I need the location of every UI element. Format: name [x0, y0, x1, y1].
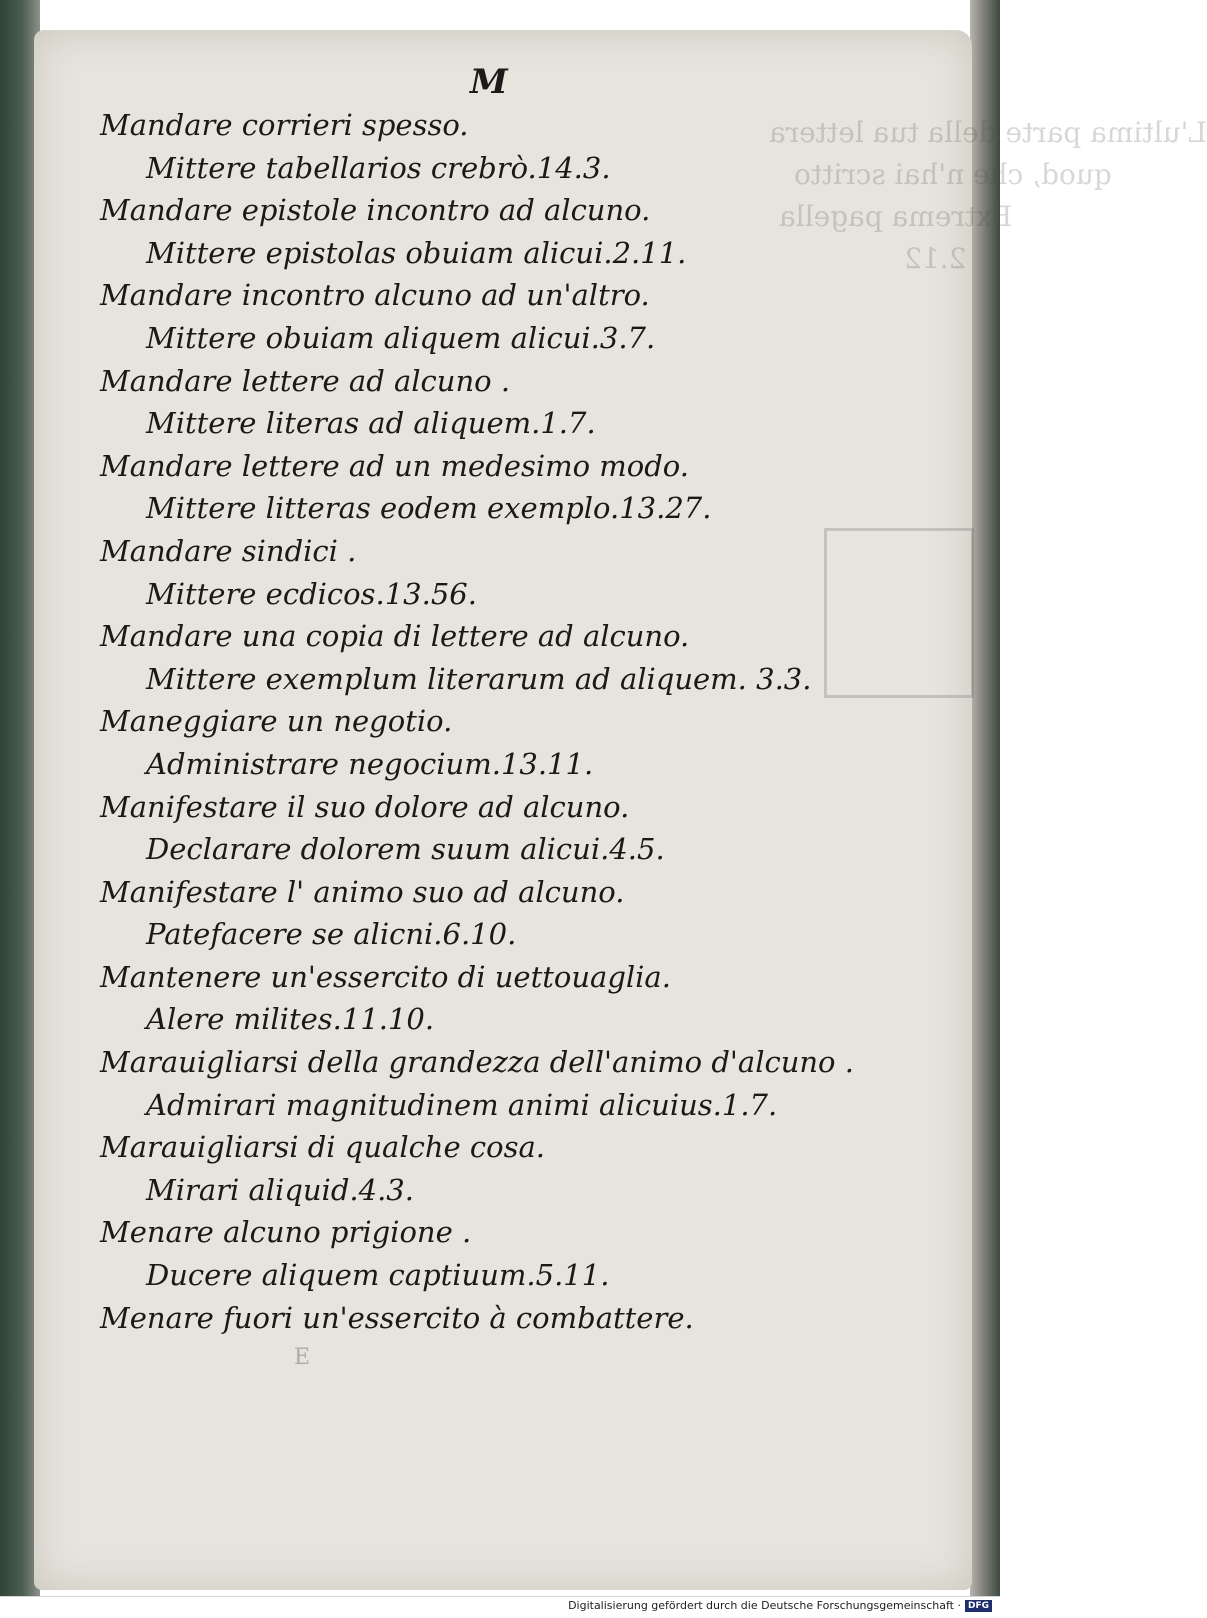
- latin-equivalent: Mirari aliquid.4.3.: [146, 1172, 414, 1207]
- dictionary-entry: [100, 615, 920, 700]
- latin-equivalent: Mittere obuiam aliquem alicui.3.7.: [146, 320, 656, 355]
- dfg-logo: DFG: [965, 1600, 992, 1612]
- italian-phrase: Mandare incontro alcuno ad un'altro.: [100, 278, 650, 313]
- latin-equivalent: Admirari magnitudinem animi alicuius.1.7.: [146, 1087, 778, 1122]
- latin-equivalent: Mittere literas ad aliquem.1.7.: [146, 406, 596, 441]
- dictionary-entry: [100, 1041, 920, 1126]
- italian-phrase: Mandare lettere ad alcuno .: [100, 363, 511, 398]
- latin-equivalent: Administrare negocium.13.11.: [146, 746, 594, 781]
- latin-equivalent: Mittere exemplum literarum ad aliquem. 3.3.: [146, 661, 812, 696]
- latin-equivalent: Ducere aliquem captiuum.5.11.: [146, 1258, 610, 1293]
- show-through-text: 2.12: [904, 242, 967, 275]
- italian-phrase: Marauigliarsi di qualche cosa.: [100, 1130, 545, 1165]
- italian-phrase: Mandare sindici .: [100, 533, 357, 568]
- dictionary-entry: [100, 871, 920, 956]
- italian-phrase: Mandare lettere ad un medesimo modo.: [100, 448, 689, 483]
- signature-mark: E: [294, 1345, 311, 1370]
- dictionary-entry: [100, 956, 920, 1041]
- italian-phrase: Mandare corrieri spesso.: [100, 108, 469, 142]
- latin-equivalent: Mittere tabellarios crebrò.14.3.: [146, 150, 611, 185]
- dictionary-entry: [100, 445, 920, 530]
- italian-phrase: Manifestare il suo dolore ad alcuno.: [100, 789, 630, 824]
- latin-equivalent: Declarare dolorem suum alicui.4.5.: [146, 832, 665, 867]
- dictionary-entries: [100, 104, 920, 1339]
- dictionary-entry: [100, 530, 920, 615]
- italian-phrase: Mantenere un'essercito di uettouaglia.: [100, 959, 671, 994]
- footer-credit: Digitalisierung gefördert durch die Deutsche Forschungsgemeinschaft ·: [568, 1599, 961, 1612]
- dictionary-entry: [100, 1297, 920, 1340]
- italian-phrase: Mandare una copia di lettere ad alcuno.: [100, 619, 690, 654]
- dictionary-entry: [100, 1211, 920, 1296]
- dictionary-entry: [100, 360, 920, 445]
- show-through-text: Extrema pagella: [779, 200, 1013, 233]
- dictionary-entry: [100, 1126, 920, 1211]
- show-through-text: quod, che n'hai scritto: [794, 158, 1112, 191]
- latin-equivalent: Alere milites.11.10.: [146, 1002, 435, 1037]
- italian-phrase: Maneggiare un negotio.: [100, 704, 453, 739]
- show-through-text: L'ultima parte della tua lettera: [769, 116, 1207, 149]
- dictionary-entry: [100, 786, 920, 871]
- dictionary-entry: [100, 104, 920, 189]
- italian-phrase: Mandare epistole incontro ad alcuno.: [100, 193, 651, 228]
- digitization-footer: [568, 1598, 992, 1614]
- italian-phrase: Menare fuori un'essercito à combattere.: [100, 1300, 694, 1335]
- italian-phrase: Manifestare l' animo suo ad alcuno.: [100, 874, 625, 909]
- latin-equivalent: Mittere litteras eodem exemplo.13.27.: [146, 491, 712, 526]
- italian-phrase: Marauigliarsi della grandezza dell'animo d'alcuno .: [100, 1045, 854, 1080]
- italian-phrase: Menare alcuno prigione .: [100, 1215, 472, 1250]
- latin-equivalent: Mittere epistolas obuiam alicui.2.11.: [146, 235, 687, 270]
- book-cover-right-edge: [970, 0, 1000, 1600]
- dictionary-entry: [100, 189, 920, 274]
- dictionary-entry: [100, 700, 920, 785]
- dictionary-entry: [100, 274, 920, 359]
- running-head: M: [470, 62, 508, 102]
- latin-equivalent: Patefacere se alicni.6.10.: [146, 917, 517, 952]
- latin-equivalent: Mittere ecdicos.13.56.: [146, 576, 477, 611]
